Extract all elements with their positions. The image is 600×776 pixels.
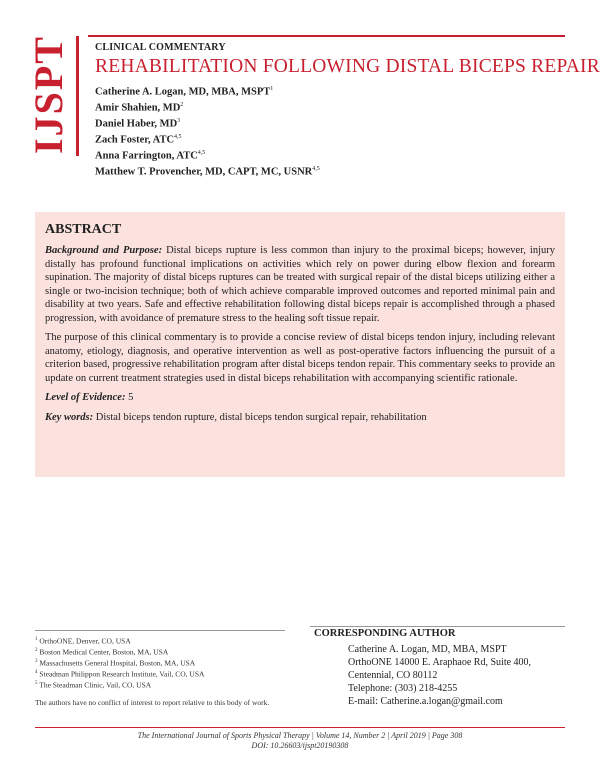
key-words	[45, 411, 555, 425]
footnote-rule	[35, 630, 285, 631]
affiliation-item: $^5$ The Steadman Clinic, Vail, CO, USA	[35, 680, 152, 690]
evidence-label: Level of Evidence:	[45, 392, 126, 403]
corresponding-city: Centennial, CO 80112	[348, 670, 438, 681]
author: Amir Shahien, $MD^2$	[95, 102, 184, 114]
evidence-value: 5	[125, 392, 134, 403]
corresponding-details	[314, 643, 574, 708]
corresponding-email[interactable]: E-mail: Catherine.a.logan@gmail.com	[348, 696, 503, 707]
section-label: CLINICAL COMMENTARY	[95, 42, 226, 53]
abstract-purpose: The purpose of this clinical commentary is to provide a concise review of distal biceps tendon injury, including relevant anatomy, etiology, diagnosis, and operative intervention as well as post-operative factors influencing the pursuit of a criterion based, progressive rehabilitation program after distal biceps tendon repair. This commentary seeks to provide an update on current treatment strategies used in distal biceps rehabilitation with accompanying scientific rationale.	[45, 332, 555, 384]
journal-logo-text: IJSPT	[25, 35, 71, 154]
abstract-background	[45, 244, 555, 325]
abstract-box	[35, 212, 565, 477]
author: Daniel Haber, $MD^3$	[95, 118, 181, 130]
footer-citation: The International Journal of Sports Physical Therapy | Volume 14, Number 2 | April 2019 | Page 308	[137, 731, 463, 740]
logo-divider	[76, 36, 79, 156]
author: Anna Farrington, ATC$^{4,5}$	[95, 150, 206, 162]
corresponding-phone: Telephone: (303) 218-4255	[348, 683, 458, 694]
affiliation-item: $^1$ OrthoONE, Denver, CO, USA	[35, 636, 131, 646]
footer-doi[interactable]: DOI: 10.26603/ijspt20190308	[251, 741, 349, 750]
corresponding-name: Catherine A. Logan, MD, MBA, MSPT	[348, 644, 507, 655]
corresponding-author	[314, 628, 574, 708]
background-label: Background and Purpose:	[45, 245, 163, 256]
abstract-heading: ABSTRACT	[45, 222, 122, 237]
affiliation-item: $^3$ Massachusetts General Hospital, Boston, MA, USA	[35, 658, 196, 668]
journal-logo	[25, 35, 71, 154]
article-title: REHABILITATION FOLLOWING DISTAL BICEPS REPAIR	[95, 56, 600, 77]
article-header	[95, 42, 600, 179]
corresponding-rule	[310, 626, 565, 627]
corresponding-address: OrthoONE 14000 E. Araphaoe Rd, Suite 400,	[348, 657, 532, 668]
keywords-value: Distal biceps tendon rupture, distal biceps tendon surgical repair, rehabilitation	[93, 411, 427, 423]
conflict-statement: The authors have no conflict of interest to report relative to this body of work.	[35, 698, 270, 707]
affiliations	[35, 635, 285, 708]
author: Matthew T. Provencher, MD, CAPT, MC, USNR$^{4,5}$	[95, 166, 320, 178]
author-list	[95, 83, 570, 179]
author: Zach Foster, ATC$^{4,5}$	[95, 134, 182, 146]
top-rule	[88, 35, 565, 37]
affiliation-item: $^2$ Boston Medical Center, Boston, MA, USA	[35, 647, 169, 657]
bottom-rule	[35, 727, 565, 728]
corresponding-heading: CORRESPONDING AUTHOR	[314, 628, 456, 639]
page-footer	[35, 731, 565, 751]
affiliation-item: $^4$ Steadman Philippon Research Institute, Vail, CO, USA	[35, 669, 205, 679]
author: Catherine A. Logan, MD, MBA, MSPT$^1$	[95, 86, 274, 98]
level-of-evidence	[45, 391, 555, 405]
keywords-label: Key words:	[45, 411, 94, 423]
background-text: Distal biceps rupture is less common than injury to the proximal biceps; however, injury distally has profound functional implications on activities which rely on power during elbow flexion and forearm supination. The majority of distal biceps ruptures can be treated with surgical repair of the distal biceps utilizing either a single or two-incision technique; both of which achieve comparable improved outcomes and reported minimal pain and disability at two years. Safe and effective rehabilitation following distal biceps repair is accomplished through a phased progression, with avoidance of premature stress to the healing soft tissue repair.	[45, 245, 555, 324]
